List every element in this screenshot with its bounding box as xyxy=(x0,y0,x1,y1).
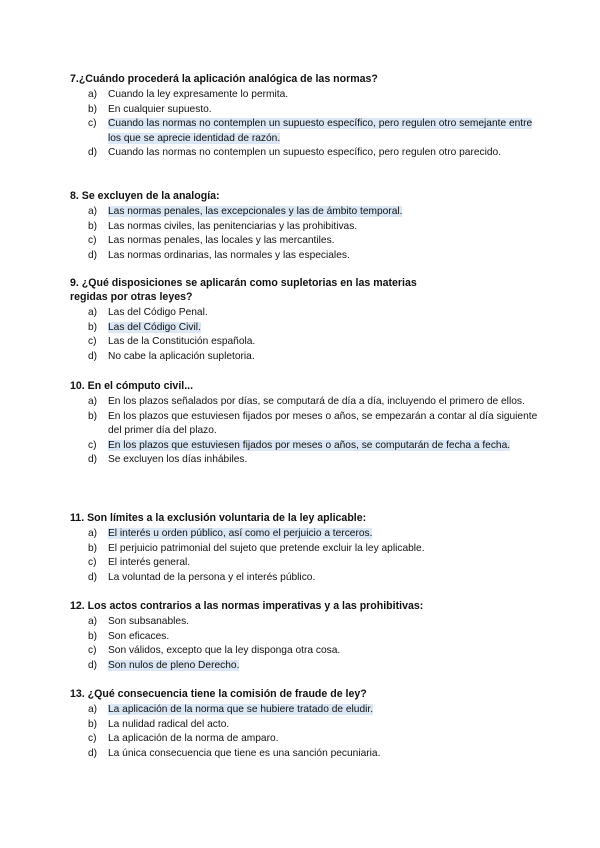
answer-option-c-highlighted: c) En los plazos que estuviesen fijados por meses o años, se computarán de fecha a fecha. xyxy=(88,439,511,451)
question-title: 8. Se excluyen de la analogía: xyxy=(70,190,220,202)
answer-option-d: d) No cabe la aplicación supletoria. xyxy=(88,350,255,362)
answer-option-a: a) Son subsanables. xyxy=(88,616,189,627)
question-title: 13. ¿Qué consecuencia tiene la comisión de fraude de ley? xyxy=(70,688,367,700)
question-13 xyxy=(70,687,540,761)
question-12 xyxy=(70,599,540,673)
question-11 xyxy=(70,511,540,585)
question-title: 9. ¿Qué disposiciones se aplicarán como supletorias en las materias regidas por otras leyes? xyxy=(70,277,417,303)
answer-option-c: c) Son válidos, excepto que la ley disponga otra cosa. xyxy=(88,645,341,657)
question-10 xyxy=(70,379,540,468)
answer-option-c: c) El interés general. xyxy=(88,557,191,569)
answer-option-a: a) Cuando la ley expresamente lo permita. xyxy=(88,89,289,100)
answer-option-a: a) En los plazos señalados por días, se computará de día a día, incluyendo el primero de ellos. xyxy=(88,396,525,407)
answer-option-c: c) Las normas penales, las locales y las mercantiles. xyxy=(88,235,335,247)
question-title: 10. En el cómputo civil... xyxy=(70,380,194,392)
answer-option-b: b) La nulidad radical del acto. xyxy=(88,718,230,730)
answer-option-d: d) Las normas ordinarias, las normales y las especiales. xyxy=(88,249,350,261)
answer-option-d-highlighted: d) Son nulos de pleno Derecho. xyxy=(88,659,240,671)
answer-option-d: d) La voluntad de la persona y el interés público. xyxy=(88,571,316,583)
answer-option-b: b) Las normas civiles, las penitenciarias y las prohibitivas. xyxy=(88,220,358,232)
answer-option-a-highlighted: a) La aplicación de la norma que se hubiere tratado de eludir. xyxy=(88,704,374,715)
answer-option-b: b) Son eficaces. xyxy=(88,630,170,642)
answer-option-d: d) La única consecuencia que tiene es una sanción pecuniaria. xyxy=(88,747,381,759)
question-title: 12. Los actos contrarios a las normas imperativas y a las prohibitivas: xyxy=(70,600,424,612)
answer-option-b: b) El perjuicio patrimonial del sujeto que pretende excluir la ley aplicable. xyxy=(88,542,425,554)
answer-option-b-highlighted: b) Las del Código Civil. xyxy=(88,321,201,333)
answer-option-d: d) Se excluyen los días inhábiles. xyxy=(88,454,248,466)
question-9 xyxy=(70,276,540,364)
question-7 xyxy=(70,72,540,161)
answer-option-a: a) Las del Código Penal. xyxy=(88,307,208,318)
answer-option-c: c) La aplicación de la norma de amparo. xyxy=(88,733,279,745)
question-title: 11. Son límites a la exclusión voluntaria de la ley aplicable: xyxy=(70,512,367,524)
answer-option-a-highlighted: a) Las normas penales, las excepcionales y las de ámbito temporal. xyxy=(88,206,403,217)
question-title: 7.¿Cuándo procederá la aplicación analógica de las normas? xyxy=(70,73,378,85)
answer-option-c: c) Las de la Constitución española. xyxy=(88,336,256,348)
answer-option-d: d) Cuando las normas no contemplen un supuesto específico, pero regulen otro parecido. xyxy=(88,147,502,159)
answer-option-b: b) En los plazos que estuviesen fijados por meses o años, se empezarán a contar al día siguiente del primer día del plazo. xyxy=(88,410,538,437)
answer-option-a-highlighted: a) El interés u orden público, así como el perjuicio a terceros. xyxy=(88,528,373,539)
answer-option-c-highlighted: c) Cuando las normas no contemplen un supuesto específico, pero regulen otro semejante entre los que se aprecie identidad de razón. xyxy=(88,118,533,144)
answer-option-b: b) En cualquier supuesto. xyxy=(88,103,212,115)
question-8 xyxy=(70,189,540,263)
